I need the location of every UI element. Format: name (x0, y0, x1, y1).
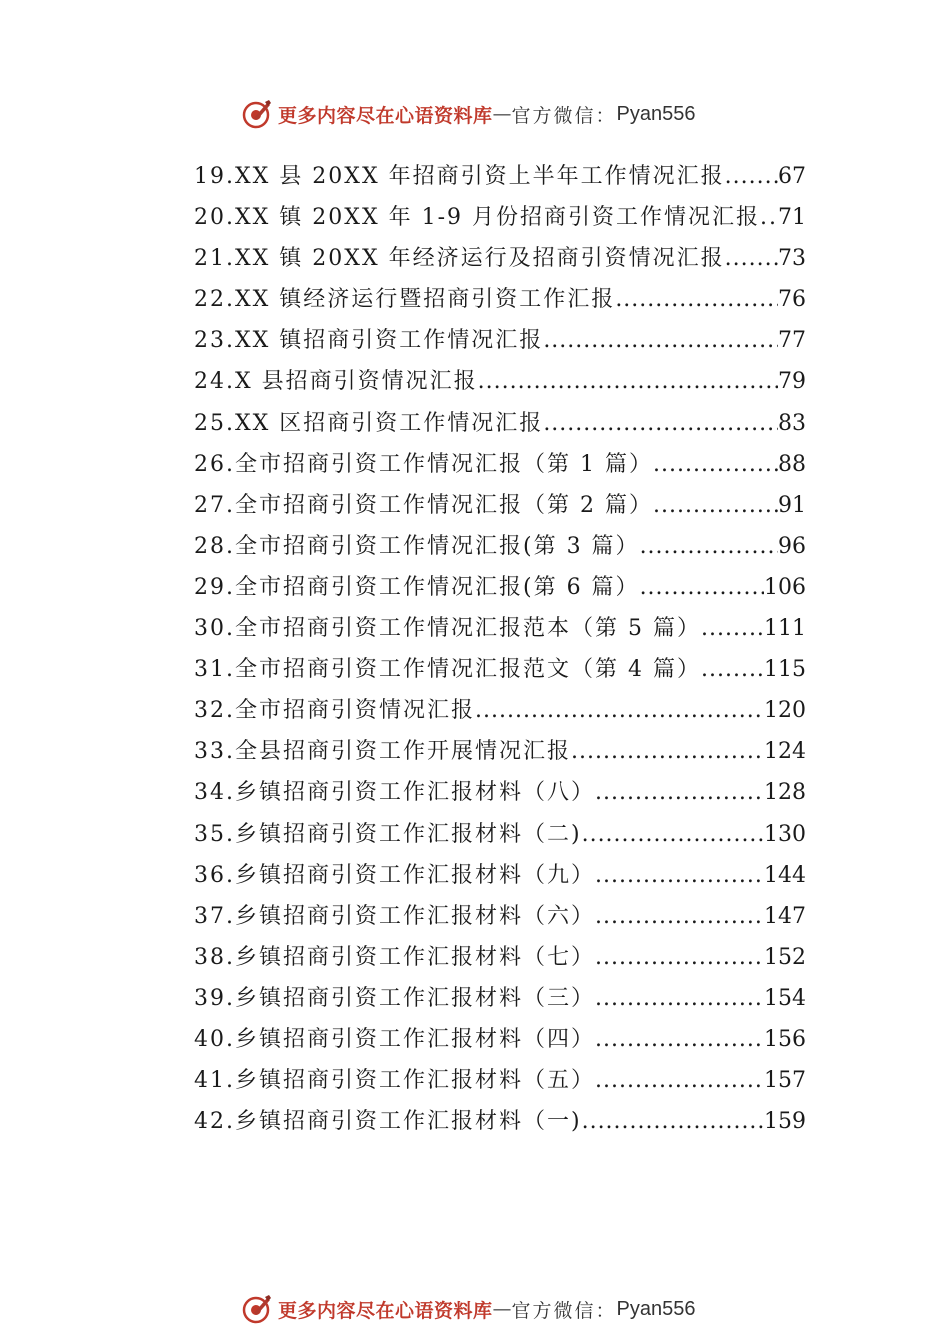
toc-leader-dots (640, 567, 764, 608)
toc-leader-dots (615, 279, 778, 320)
toc-entry[interactable] (194, 1019, 806, 1060)
watermark-wechat-id: Pyan556 (616, 102, 696, 125)
watermark-wechat-label: 官方微信： (511, 104, 617, 127)
toc-entry-page: 144 (764, 862, 806, 888)
watermark-brand-text: 更多内容尽在心语资料库 (278, 1299, 493, 1322)
toc-entry-page: 83 (778, 410, 806, 436)
toc-entry[interactable] (194, 1101, 806, 1142)
toc-entry-title: 31.全市招商引资工作情况汇报范文（第 4 篇） (194, 657, 701, 683)
toc-entry-page: 115 (764, 657, 806, 683)
toc-leader-dots (582, 814, 764, 855)
toc-entry-page: 124 (764, 739, 806, 765)
toc-leader-dots (543, 320, 778, 361)
pen-circle-logo-icon (240, 98, 272, 130)
toc-entry[interactable] (194, 690, 806, 731)
toc-entry[interactable] (194, 937, 806, 978)
toc-entry-title: 41.乡镇招商引资工作汇报材料（五） (194, 1068, 595, 1094)
toc-entry-page: 154 (764, 985, 806, 1011)
toc-entry[interactable] (194, 238, 806, 279)
toc-entry-page: 147 (764, 903, 806, 929)
toc-entry-title: 40.乡镇招商引资工作汇报材料（四） (194, 1026, 595, 1052)
toc-leader-dots (725, 238, 778, 279)
toc-entry[interactable] (194, 320, 806, 361)
toc-leader-dots (595, 896, 764, 937)
toc-entry-page: 128 (764, 780, 806, 806)
toc-entry-title: 22.XX 镇经济运行暨招商引资工作汇报 (194, 287, 616, 313)
toc-leader-dots (595, 978, 764, 1019)
toc-leader-dots (701, 608, 764, 649)
watermark-brand-text: 更多内容尽在心语资料库 (278, 104, 493, 127)
toc-entry[interactable] (194, 156, 806, 197)
toc-entry[interactable] (194, 896, 806, 937)
toc-entry-page: 111 (764, 616, 806, 642)
toc-entry-page: 77 (778, 328, 806, 354)
header-watermark (240, 97, 740, 131)
toc-entry-title: 28.全市招商引资工作情况汇报(第 3 篇） (194, 533, 640, 559)
toc-entry-title: 32.全市招商引资情况汇报 (194, 698, 475, 724)
toc-entry-title: 35.乡镇招商引资工作汇报材料（二) (194, 821, 582, 847)
toc-entry[interactable] (194, 814, 806, 855)
toc-entry-title: 19.XX 县 20XX 年招商引资上半年工作情况汇报 (194, 164, 725, 189)
toc-entry-page: 91 (778, 492, 806, 518)
toc-entry-title: 24.X 县招商引资情况汇报 (194, 369, 478, 395)
toc-leader-dots (543, 403, 778, 444)
toc-leader-dots (595, 937, 764, 978)
toc-entry-title: 27.全市招商引资工作情况汇报（第 2 篇） (194, 492, 653, 518)
toc-entry[interactable] (194, 731, 806, 772)
toc-leader-dots (595, 772, 764, 813)
toc-entry-title: 38.乡镇招商引资工作汇报材料（七） (194, 944, 595, 970)
toc-entry-page: 88 (778, 451, 806, 477)
toc-leader-dots (595, 1019, 764, 1060)
watermark-separator: — (492, 1298, 512, 1320)
toc-entry-page: 106 (764, 574, 806, 600)
toc-entry-page: 96 (778, 533, 806, 559)
toc-entry-page: 76 (778, 287, 806, 313)
toc-entry-title: 37.乡镇招商引资工作汇报材料（六） (194, 903, 595, 929)
toc-leader-dots (571, 731, 764, 772)
toc-entry-page: 156 (764, 1026, 806, 1052)
toc-entry[interactable] (194, 1060, 806, 1101)
toc-entry[interactable] (194, 279, 806, 320)
toc-entry-page: 79 (778, 369, 806, 395)
pen-circle-logo-icon (240, 1293, 272, 1325)
toc-entry-page: 152 (764, 944, 806, 970)
toc-entry-page: 73 (778, 246, 806, 272)
toc-entry[interactable] (194, 855, 806, 896)
toc-entry[interactable] (194, 526, 806, 567)
watermark-separator: — (492, 103, 512, 125)
toc-leader-dots (653, 485, 778, 526)
toc-entry-title: 25.XX 区招商引资工作情况汇报 (194, 410, 544, 436)
toc-leader-dots (725, 156, 778, 197)
toc-entry-title: 29.全市招商引资工作情况汇报(第 6 篇） (194, 574, 640, 600)
toc-entry-page: 157 (764, 1068, 806, 1094)
toc-entry-title: 21.XX 镇 20XX 年经济运行及招商引资情况汇报 (194, 246, 725, 272)
toc-leader-dots (653, 444, 778, 485)
toc-entry[interactable] (194, 608, 806, 649)
toc-entry-title: 39.乡镇招商引资工作汇报材料（三） (194, 985, 595, 1011)
toc-leader-dots (769, 197, 778, 238)
toc-entry[interactable] (194, 197, 806, 238)
toc-entry-page: 120 (764, 698, 806, 724)
toc-entry-title: 30.全市招商引资工作情况汇报范本（第 5 篇） (194, 616, 701, 642)
toc-entry-page: 71 (778, 205, 806, 231)
toc-leader-dots (475, 690, 764, 731)
toc-entry-title: 26.全市招商引资工作情况汇报（第 1 篇） (194, 451, 653, 477)
toc-entry-page: 130 (764, 821, 806, 847)
toc-entry[interactable] (194, 772, 806, 813)
toc-entry[interactable] (194, 361, 806, 402)
toc-entry[interactable] (194, 485, 806, 526)
toc-entry-title: 36.乡镇招商引资工作汇报材料（九） (194, 862, 595, 888)
footer-watermark (240, 1292, 740, 1326)
table-of-contents (194, 156, 806, 1142)
toc-entry[interactable] (194, 649, 806, 690)
toc-leader-dots (701, 649, 764, 690)
toc-entry-page: 159 (764, 1109, 806, 1135)
watermark-wechat-id: Pyan556 (616, 1297, 696, 1320)
toc-entry-title: 34.乡镇招商引资工作汇报材料（八） (194, 780, 595, 806)
toc-entry-title: 42.乡镇招商引资工作汇报材料（一) (194, 1109, 582, 1135)
toc-entry[interactable] (194, 403, 806, 444)
toc-leader-dots (595, 1060, 764, 1101)
toc-entry[interactable] (194, 978, 806, 1019)
toc-entry-title: 23.XX 镇招商引资工作情况汇报 (194, 328, 544, 354)
toc-entry-title: 33.全县招商引资工作开展情况汇报 (194, 739, 571, 765)
toc-leader-dots (478, 361, 778, 402)
toc-leader-dots (640, 526, 778, 567)
toc-leader-dots (595, 855, 764, 896)
toc-leader-dots (582, 1101, 764, 1142)
watermark-wechat-label: 官方微信： (511, 1299, 617, 1322)
toc-entry-title: 20.XX 镇 20XX 年 1-9 月份招商引资工作情况汇报. (194, 205, 770, 231)
toc-entry[interactable] (194, 444, 806, 485)
toc-entry[interactable] (194, 567, 806, 608)
toc-entry-page: 67 (778, 164, 806, 189)
